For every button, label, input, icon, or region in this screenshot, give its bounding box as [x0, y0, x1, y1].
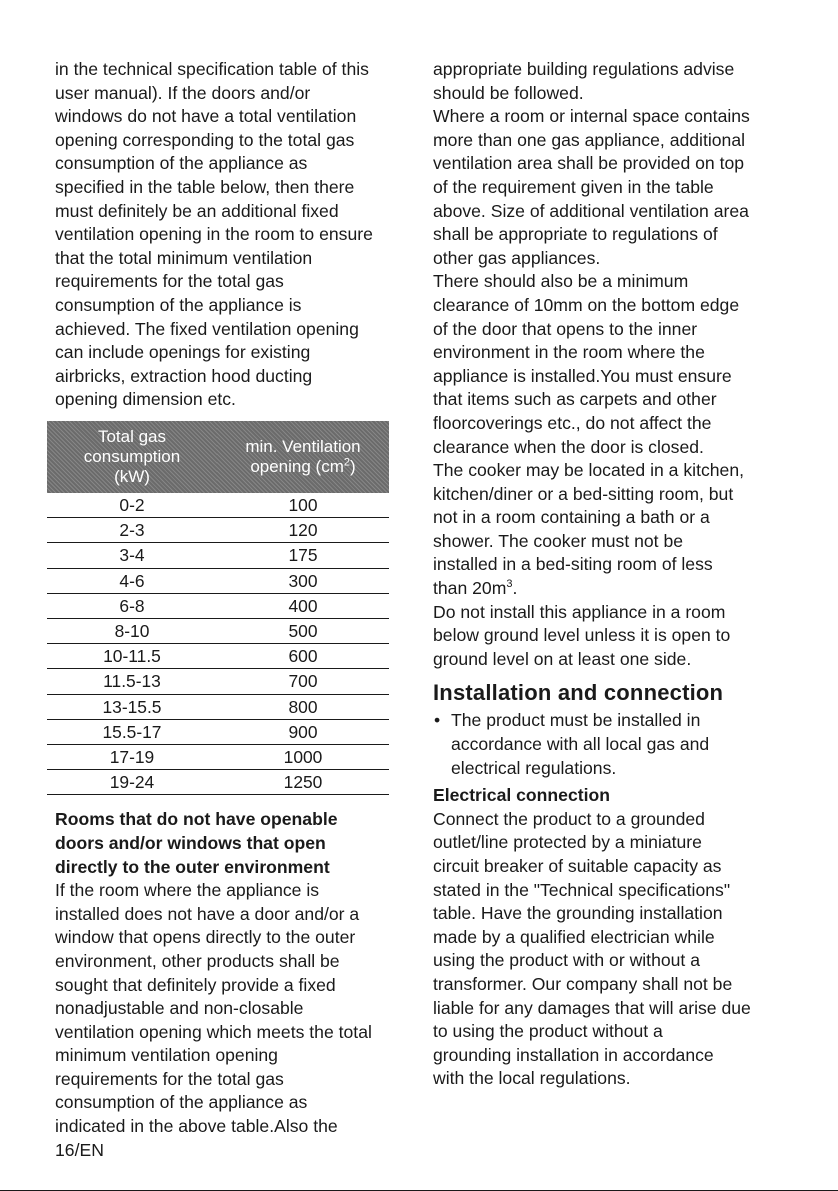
- text-line: with the local regulations.: [433, 1068, 631, 1089]
- text-line: grounding installation in accordance: [433, 1044, 714, 1065]
- text-line: stated in the "Technical specifications": [433, 879, 731, 900]
- text-line: opening corresponding to the total gas: [55, 129, 355, 150]
- text-line: shall be appropriate to regulations of: [433, 224, 718, 245]
- consumption-cell: 17-19: [47, 744, 217, 769]
- text-line: must definitely be an additional fixed: [55, 200, 339, 221]
- consumption-cell: 4-6: [47, 568, 217, 593]
- opening-cell: 500: [217, 618, 389, 643]
- text-line: If the room where the appliance is: [55, 880, 320, 901]
- table-row: [47, 719, 389, 744]
- opening-cell: 400: [217, 593, 389, 618]
- text-line: indicated in the above table.Also the: [55, 1116, 338, 1137]
- text-line: windows do not have a total ventilation: [55, 106, 357, 127]
- consumption-cell: 8-10: [47, 618, 217, 643]
- rooms-paragraph: [55, 879, 407, 1139]
- text-line: environment in the room where the: [433, 342, 705, 363]
- below-ground-paragraph: [433, 601, 785, 672]
- right-column: [433, 58, 785, 1091]
- text-line: not in a room containing a bath or a: [433, 507, 710, 528]
- text-line: There should also be a minimum: [433, 271, 689, 292]
- text-line: outlet/line protected by a miniature: [433, 832, 702, 853]
- consumption-cell: 11.5-13: [47, 669, 217, 694]
- text-line: shower. The cooker must not be: [433, 530, 684, 551]
- text-line: installed in a bed-siting room of less: [433, 554, 713, 575]
- intro-paragraph: [55, 58, 407, 412]
- text-line: nonadjustable and non-closable: [55, 998, 304, 1019]
- table-header-row: [47, 421, 389, 493]
- text-line: below ground level unless it is open to: [433, 625, 731, 646]
- text-line: Where a room or internal space contains: [433, 106, 750, 127]
- text-line: that items such as carpets and other: [433, 389, 717, 410]
- consumption-cell: 15.5-17: [47, 719, 217, 744]
- electrical-connection-heading: Electrical connection: [433, 785, 610, 806]
- ventilation-table: [47, 421, 389, 795]
- text-line: using the product with or without a: [433, 950, 700, 971]
- table-row: [47, 770, 389, 795]
- opening-cell: 1250: [217, 770, 389, 795]
- table-row: [47, 493, 389, 518]
- text-line: Connect the product to a grounded: [433, 808, 705, 829]
- consumption-cell: 6-8: [47, 593, 217, 618]
- text-line: The cooker may be located in a kitchen,: [433, 460, 744, 481]
- table-row: [47, 644, 389, 669]
- text-line: consumption of the appliance as: [55, 1092, 308, 1113]
- consumption-cell: 2-3: [47, 518, 217, 543]
- opening-cell: 300: [217, 568, 389, 593]
- electrical-paragraph: [433, 808, 785, 1091]
- text-line: requirements for the total gas: [55, 1068, 284, 1089]
- header-min-ventilation-opening: min. Ventilation opening $(cm^2)$: [217, 421, 389, 493]
- table-row: [47, 543, 389, 568]
- opening-cell: 700: [217, 669, 389, 694]
- text-line: other gas appliances.: [433, 247, 601, 268]
- table-row: [47, 744, 389, 769]
- text-line: ventilation opening which meets the total: [55, 1021, 372, 1042]
- consumption-cell: 19-24: [47, 770, 217, 795]
- text-line: Do not install this appliance in a room: [433, 601, 726, 622]
- text-line: should be followed.: [433, 82, 584, 103]
- text-line: kitchen/diner or a bed-sitting room, but: [433, 483, 734, 504]
- text-line: appropriate building regulations advise: [433, 59, 735, 79]
- text-line: ventilation area shall be provided on top: [433, 153, 745, 174]
- text-line: ventilation opening in the room to ensure: [55, 224, 373, 245]
- regulations-paragraph: [433, 58, 785, 601]
- table-row: [47, 618, 389, 643]
- text-line: of the door that opens to the inner: [433, 318, 698, 339]
- text-line: above. Size of additional ventilation area: [433, 200, 749, 221]
- table-row: [47, 518, 389, 543]
- table-row: [47, 593, 389, 618]
- text-line: made by a qualified electrician while: [433, 926, 715, 947]
- text-line: accordance with all local gas and: [451, 734, 710, 755]
- table-row: [47, 669, 389, 694]
- text-line: can include openings for existing: [55, 342, 311, 363]
- text-line: appliance is installed.You must ensure: [433, 365, 732, 386]
- text-line: electrical regulations.: [451, 757, 617, 778]
- text-line: that the total minimum ventilation: [55, 247, 313, 268]
- opening-cell: 120: [217, 518, 389, 543]
- text-line: requirements for the total gas: [55, 271, 284, 292]
- text-line: of the requirement given in the table: [433, 176, 714, 197]
- text-line: than $20m^3$.: [433, 578, 518, 599]
- text-line: installed does not have a door and/or a: [55, 903, 360, 924]
- consumption-cell: 13-15.5: [47, 694, 217, 719]
- text-line: minimum ventilation opening: [55, 1045, 278, 1066]
- opening-cell: 800: [217, 694, 389, 719]
- consumption-cell: 10-11.5: [47, 644, 217, 669]
- text-line: user manual). If the doors and/or: [55, 82, 311, 103]
- header-total-gas-consumption: Total gas consumption (kW): [47, 421, 217, 493]
- opening-cell: 900: [217, 719, 389, 744]
- text-line: to using the product without a: [433, 1021, 663, 1042]
- consumption-cell: 0-2: [47, 493, 217, 518]
- text-line: consumption of the appliance is: [55, 294, 302, 315]
- text-line: transformer. Our company shall not be: [433, 973, 733, 994]
- text-line: The product must be installed in: [451, 710, 701, 731]
- consumption-cell: 3-4: [47, 543, 217, 568]
- page-number: 16/EN: [55, 1140, 104, 1160]
- text-line: achieved. The fixed ventilation opening: [55, 318, 359, 339]
- table-row: [47, 694, 389, 719]
- text-line: environment, other products shall be: [55, 950, 340, 971]
- text-line: specified in the table below, then there: [55, 176, 355, 197]
- opening-cell: 100: [217, 493, 389, 518]
- text-line: clearance when the door is closed.: [433, 436, 704, 457]
- left-column: [55, 58, 407, 1139]
- text-line: table. Have the grounding installation: [433, 903, 723, 924]
- text-line: ground level on at least one side.: [433, 648, 692, 669]
- rooms-heading: Rooms that do not have openable doors and/or windows that open directly to the outer environment: [55, 809, 338, 877]
- opening-cell: 600: [217, 644, 389, 669]
- text-line: airbricks, extraction hood ducting: [55, 365, 313, 386]
- text-line: circuit breaker of suitable capacity as: [433, 856, 722, 876]
- text-line: more than one gas appliance, additional: [433, 129, 746, 150]
- bullet-icon: •: [434, 710, 441, 731]
- text-line: opening dimension etc.: [55, 389, 236, 410]
- text-line: clearance of 10mm on the bottom edge: [433, 294, 740, 315]
- text-line: floorcoverings etc., do not affect the: [433, 412, 712, 433]
- opening-cell: 1000: [217, 744, 389, 769]
- text-line: in the technical specification table of this: [55, 59, 369, 79]
- text-line: sought that definitely provide a fixed: [55, 974, 336, 995]
- text-line: liable for any damages that will arise due: [433, 997, 751, 1018]
- bullet-item: [433, 709, 785, 780]
- installation-heading: Installation and connection: [433, 680, 724, 706]
- opening-cell: 175: [217, 543, 389, 568]
- text-line: consumption of the appliance as: [55, 153, 308, 174]
- text-line: window that opens directly to the outer: [55, 927, 356, 948]
- table-row: [47, 568, 389, 593]
